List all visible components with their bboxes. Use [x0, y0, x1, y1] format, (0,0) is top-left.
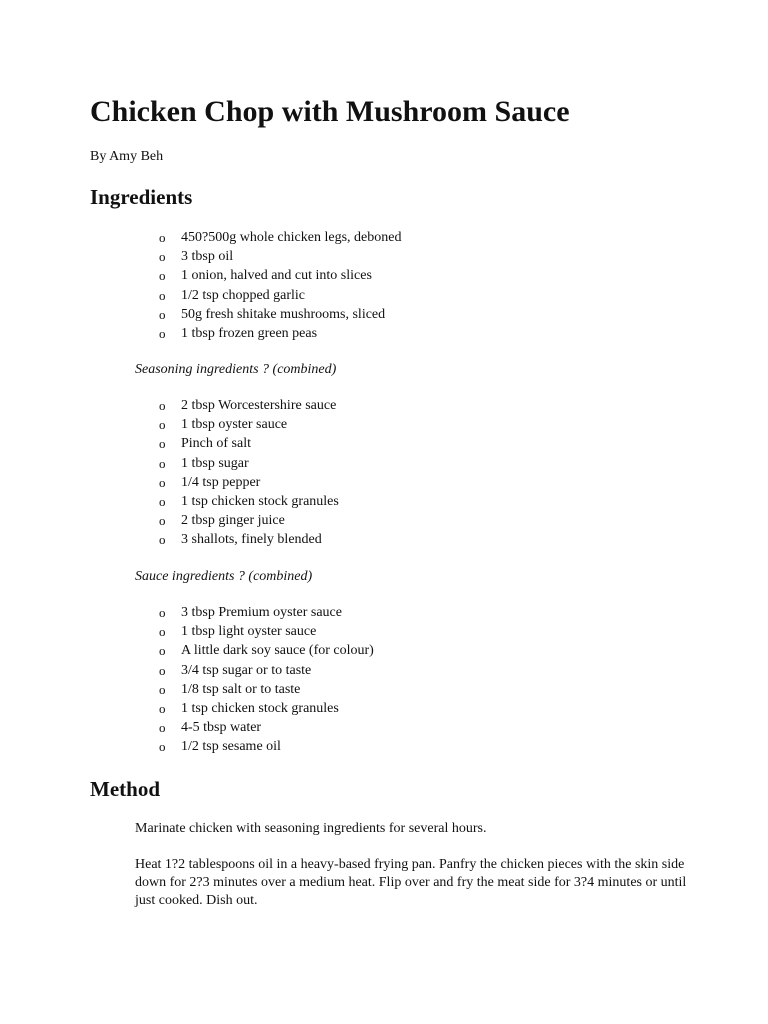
bullet-marker: o — [159, 624, 166, 640]
bullet-marker: o — [159, 532, 166, 548]
ingredient-text: 3/4 tsp sugar or to taste — [181, 662, 312, 678]
bullet-marker: o — [159, 325, 166, 341]
ingredient-item — [159, 603, 374, 622]
bullet-marker: o — [159, 700, 166, 716]
ingredient-text: A little dark soy sauce (for colour) — [181, 643, 374, 659]
method-step: Heat 1?2 tablespoons oil in a heavy-based frying pan. Panfry the chicken pieces with the skin side down for 2?3 minutes over a medium heat. Flip over and fry the meat side for 3?4 minutes or until just cooked. Dish out. — [135, 857, 687, 908]
bullet-marker: o — [159, 417, 166, 433]
ingredient-item — [159, 661, 374, 680]
bullet-marker: o — [159, 662, 166, 678]
ingredient-text: 3 tbsp oil — [181, 249, 234, 265]
bullet-marker: o — [159, 249, 166, 265]
ingredient-text: 2 tbsp ginger juice — [181, 513, 285, 529]
ingredient-item — [159, 680, 374, 699]
bullet-marker: o — [159, 739, 166, 755]
ingredient-item — [159, 473, 339, 492]
method-heading: Method — [90, 777, 160, 801]
seasoning-ingredients-list — [159, 396, 339, 550]
ingredient-text: Pinch of salt — [181, 436, 251, 452]
ingredient-item — [159, 434, 339, 453]
ingredient-text: 1/4 tsp pepper — [181, 474, 261, 490]
ingredient-item — [159, 641, 374, 660]
page-title: Chicken Chop with Mushroom Sauce — [90, 95, 570, 128]
bullet-marker: o — [159, 436, 166, 452]
ingredient-text: 2 tbsp Worcestershire sauce — [181, 398, 337, 413]
ingredient-item — [159, 228, 401, 247]
ingredient-item — [159, 415, 339, 434]
ingredient-text: 1/2 tsp chopped garlic — [181, 287, 306, 303]
ingredient-item — [159, 718, 374, 737]
bullet-marker: o — [159, 605, 166, 620]
ingredient-text: 50g fresh shitake mushrooms, sliced — [181, 306, 386, 322]
bullet-marker: o — [159, 720, 166, 736]
bullet-marker: o — [159, 230, 166, 245]
ingredient-item — [159, 305, 401, 324]
ingredient-text: 1 onion, halved and cut into slices — [181, 268, 372, 284]
ingredient-text: 1/8 tsp salt or to taste — [181, 681, 301, 697]
bullet-marker: o — [159, 513, 166, 529]
ingredient-text: 450?500g whole chicken legs, deboned — [181, 230, 402, 245]
ingredient-item — [159, 396, 339, 415]
ingredient-item — [159, 699, 374, 718]
ingredient-item — [159, 492, 339, 511]
main-ingredients-list — [159, 228, 401, 343]
method-step: Marinate chicken with seasoning ingredients for several hours. — [135, 821, 487, 836]
ingredient-text: 1/2 tsp sesame oil — [181, 739, 281, 755]
bullet-marker: o — [159, 306, 166, 322]
seasoning-subheading: Seasoning ingredients ? (combined) — [135, 362, 337, 377]
ingredient-item — [159, 247, 401, 266]
ingredient-text: 1 tbsp oyster sauce — [181, 417, 288, 433]
bullet-marker: o — [159, 268, 166, 284]
bullet-marker: o — [159, 643, 166, 659]
sauce-subheading: Sauce ingredients ? (combined) — [135, 569, 313, 584]
ingredient-text: 1 tsp chicken stock granules — [181, 493, 339, 509]
ingredient-item — [159, 454, 339, 473]
bullet-marker: o — [159, 681, 166, 697]
ingredient-text: 1 tsp chicken stock granules — [181, 700, 339, 716]
ingredient-text: 4-5 tbsp water — [181, 720, 262, 736]
ingredient-item — [159, 511, 339, 530]
author-byline: By Amy Beh — [90, 149, 164, 164]
sauce-ingredients-list — [159, 603, 374, 757]
bullet-marker: o — [159, 493, 166, 509]
bullet-marker: o — [159, 455, 166, 471]
ingredients-heading: Ingredients — [90, 185, 193, 209]
ingredient-item — [159, 266, 401, 285]
ingredient-text: 1 tbsp sugar — [181, 455, 249, 471]
bullet-marker: o — [159, 287, 166, 303]
bullet-marker: o — [159, 474, 166, 490]
ingredient-item — [159, 286, 401, 305]
ingredient-item — [159, 324, 401, 343]
ingredient-text: 1 tbsp light oyster sauce — [181, 624, 317, 640]
ingredient-item — [159, 622, 374, 641]
ingredient-item — [159, 530, 339, 549]
ingredient-text: 1 tbsp frozen green peas — [181, 325, 318, 341]
ingredient-text: 3 shallots, finely blended — [181, 532, 322, 548]
bullet-marker: o — [159, 398, 166, 413]
ingredient-item — [159, 737, 374, 756]
ingredient-text: 3 tbsp Premium oyster sauce — [181, 605, 342, 620]
